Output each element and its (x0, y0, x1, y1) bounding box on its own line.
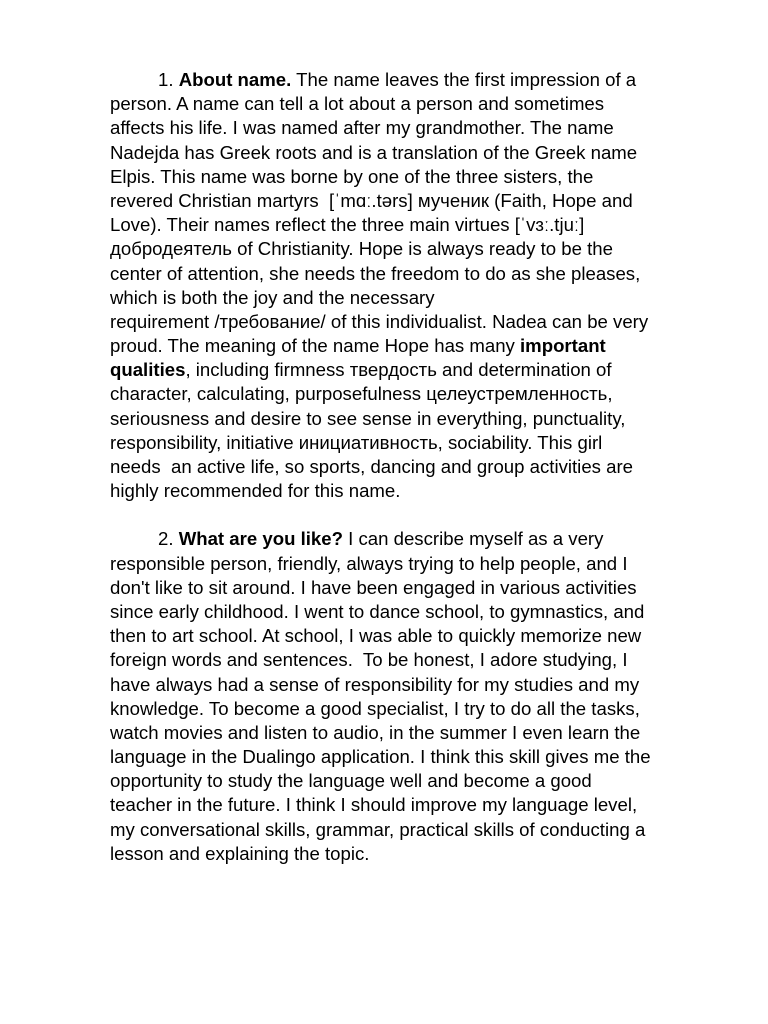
text-segment: teacher in the future. I think I should improve my language level, (110, 794, 638, 816)
text-segment: I can describe myself as a very (342, 528, 604, 550)
text-segment: lesson and explaining the topic. (110, 842, 370, 864)
text-line (110, 92, 718, 116)
text-segment: 1. (158, 69, 179, 90)
text-segment: The name leaves the first impression of a (291, 69, 637, 90)
text-segment: since early childhood. I went to dance school, to gymnastics, and (110, 600, 645, 622)
text-segment: don't like to sit around. I have been engaged in various activities (110, 576, 637, 598)
document-page (110, 68, 718, 866)
bold-text-segment: qualities (110, 359, 186, 381)
text-line (110, 697, 718, 721)
text-line (110, 600, 718, 624)
text-segment: knowledge. To become a good specialist, I try to do all the tasks, (110, 697, 640, 719)
text-line (110, 310, 718, 334)
text-line (110, 527, 718, 551)
text-segment: have always had a sense of responsibility for my studies and my (110, 673, 640, 695)
paragraph-about-name (110, 68, 718, 503)
text-segment: then to art school. At school, I was able to quickly memorize new (110, 625, 642, 647)
text-line (110, 358, 718, 382)
text-line (110, 262, 718, 286)
text-line (110, 576, 718, 600)
text-line (110, 842, 718, 866)
text-segment: requirement /требование/ of this individualist. Nadea can be very (110, 310, 649, 332)
text-segment: Love). Their names reflect the three main virtues [ˈvɜː.tjuː] (110, 214, 585, 236)
paragraph-gap (110, 503, 718, 527)
text-segment: foreign words and sentences. To be honest, I adore studying, I (110, 649, 628, 671)
text-line (110, 431, 718, 455)
text-line (110, 334, 718, 358)
text-segment: seriousness and desire to see sense in everything, punctuality, (110, 407, 626, 429)
text-segment: 2. (158, 528, 179, 550)
text-line (110, 673, 718, 697)
text-segment: highly recommended for this name. (110, 480, 401, 502)
text-line (110, 818, 718, 842)
text-line (110, 624, 718, 648)
text-line (110, 141, 718, 165)
text-segment: responsible person, friendly, always trying to help people, and I (110, 552, 628, 574)
text-line (110, 237, 718, 261)
bold-text-segment: About name. (178, 69, 292, 90)
text-line (110, 189, 718, 213)
text-segment: watch movies and listen to audio, in the summer I even learn the (110, 721, 641, 743)
text-segment: Nadejda has Greek roots and is a translation of the Greek name (110, 141, 638, 163)
text-segment: person. A name can tell a lot about a person and sometimes (110, 93, 605, 115)
text-segment: language in the Dualingo application. I think this skill gives me the (110, 746, 651, 768)
text-segment: revered Christian martyrs [ˈmɑː.tərs] мученик (Faith, Hope and (110, 189, 633, 211)
text-segment: , including firmness твердость and determination of (185, 359, 612, 381)
bold-text-segment: important (520, 335, 606, 357)
text-segment: my conversational skills, grammar, practical skills of conducting a (110, 818, 646, 840)
text-segment: affects his life. I was named after my grandmother. The name (110, 117, 614, 139)
text-segment: добродеятель of Christianity. Hope is always ready to be the (110, 238, 613, 260)
text-line (110, 286, 718, 310)
text-line (110, 165, 718, 189)
text-line (110, 793, 718, 817)
text-line (110, 455, 718, 479)
text-segment: opportunity to study the language well and become a good (110, 770, 592, 792)
text-line (110, 68, 718, 92)
text-line (110, 745, 718, 769)
text-line (110, 769, 718, 793)
text-line (110, 552, 718, 576)
text-line (110, 382, 718, 406)
bold-text-segment: What are you like? (178, 528, 343, 550)
text-segment: responsibility, initiative инициативность, sociability. This girl (110, 431, 603, 453)
text-line (110, 721, 718, 745)
text-segment: Elpis. This name was borne by one of the three sisters, the (110, 165, 594, 187)
text-segment: character, calculating, purposefulness целеустремленность, (110, 383, 613, 405)
paragraph-what-are-you-like (110, 527, 718, 866)
text-line (110, 648, 718, 672)
text-line (110, 213, 718, 237)
text-segment: which is both the joy and the necessary (110, 286, 435, 308)
text-segment: proud. The meaning of the name Hope has many (110, 335, 521, 357)
text-segment: center of attention, she needs the freedom to do as she pleases, (110, 262, 641, 284)
text-segment: needs an active life, so sports, dancing and group activities are (110, 456, 633, 477)
text-line (110, 479, 718, 503)
text-line (110, 407, 718, 431)
text-line (110, 116, 718, 140)
